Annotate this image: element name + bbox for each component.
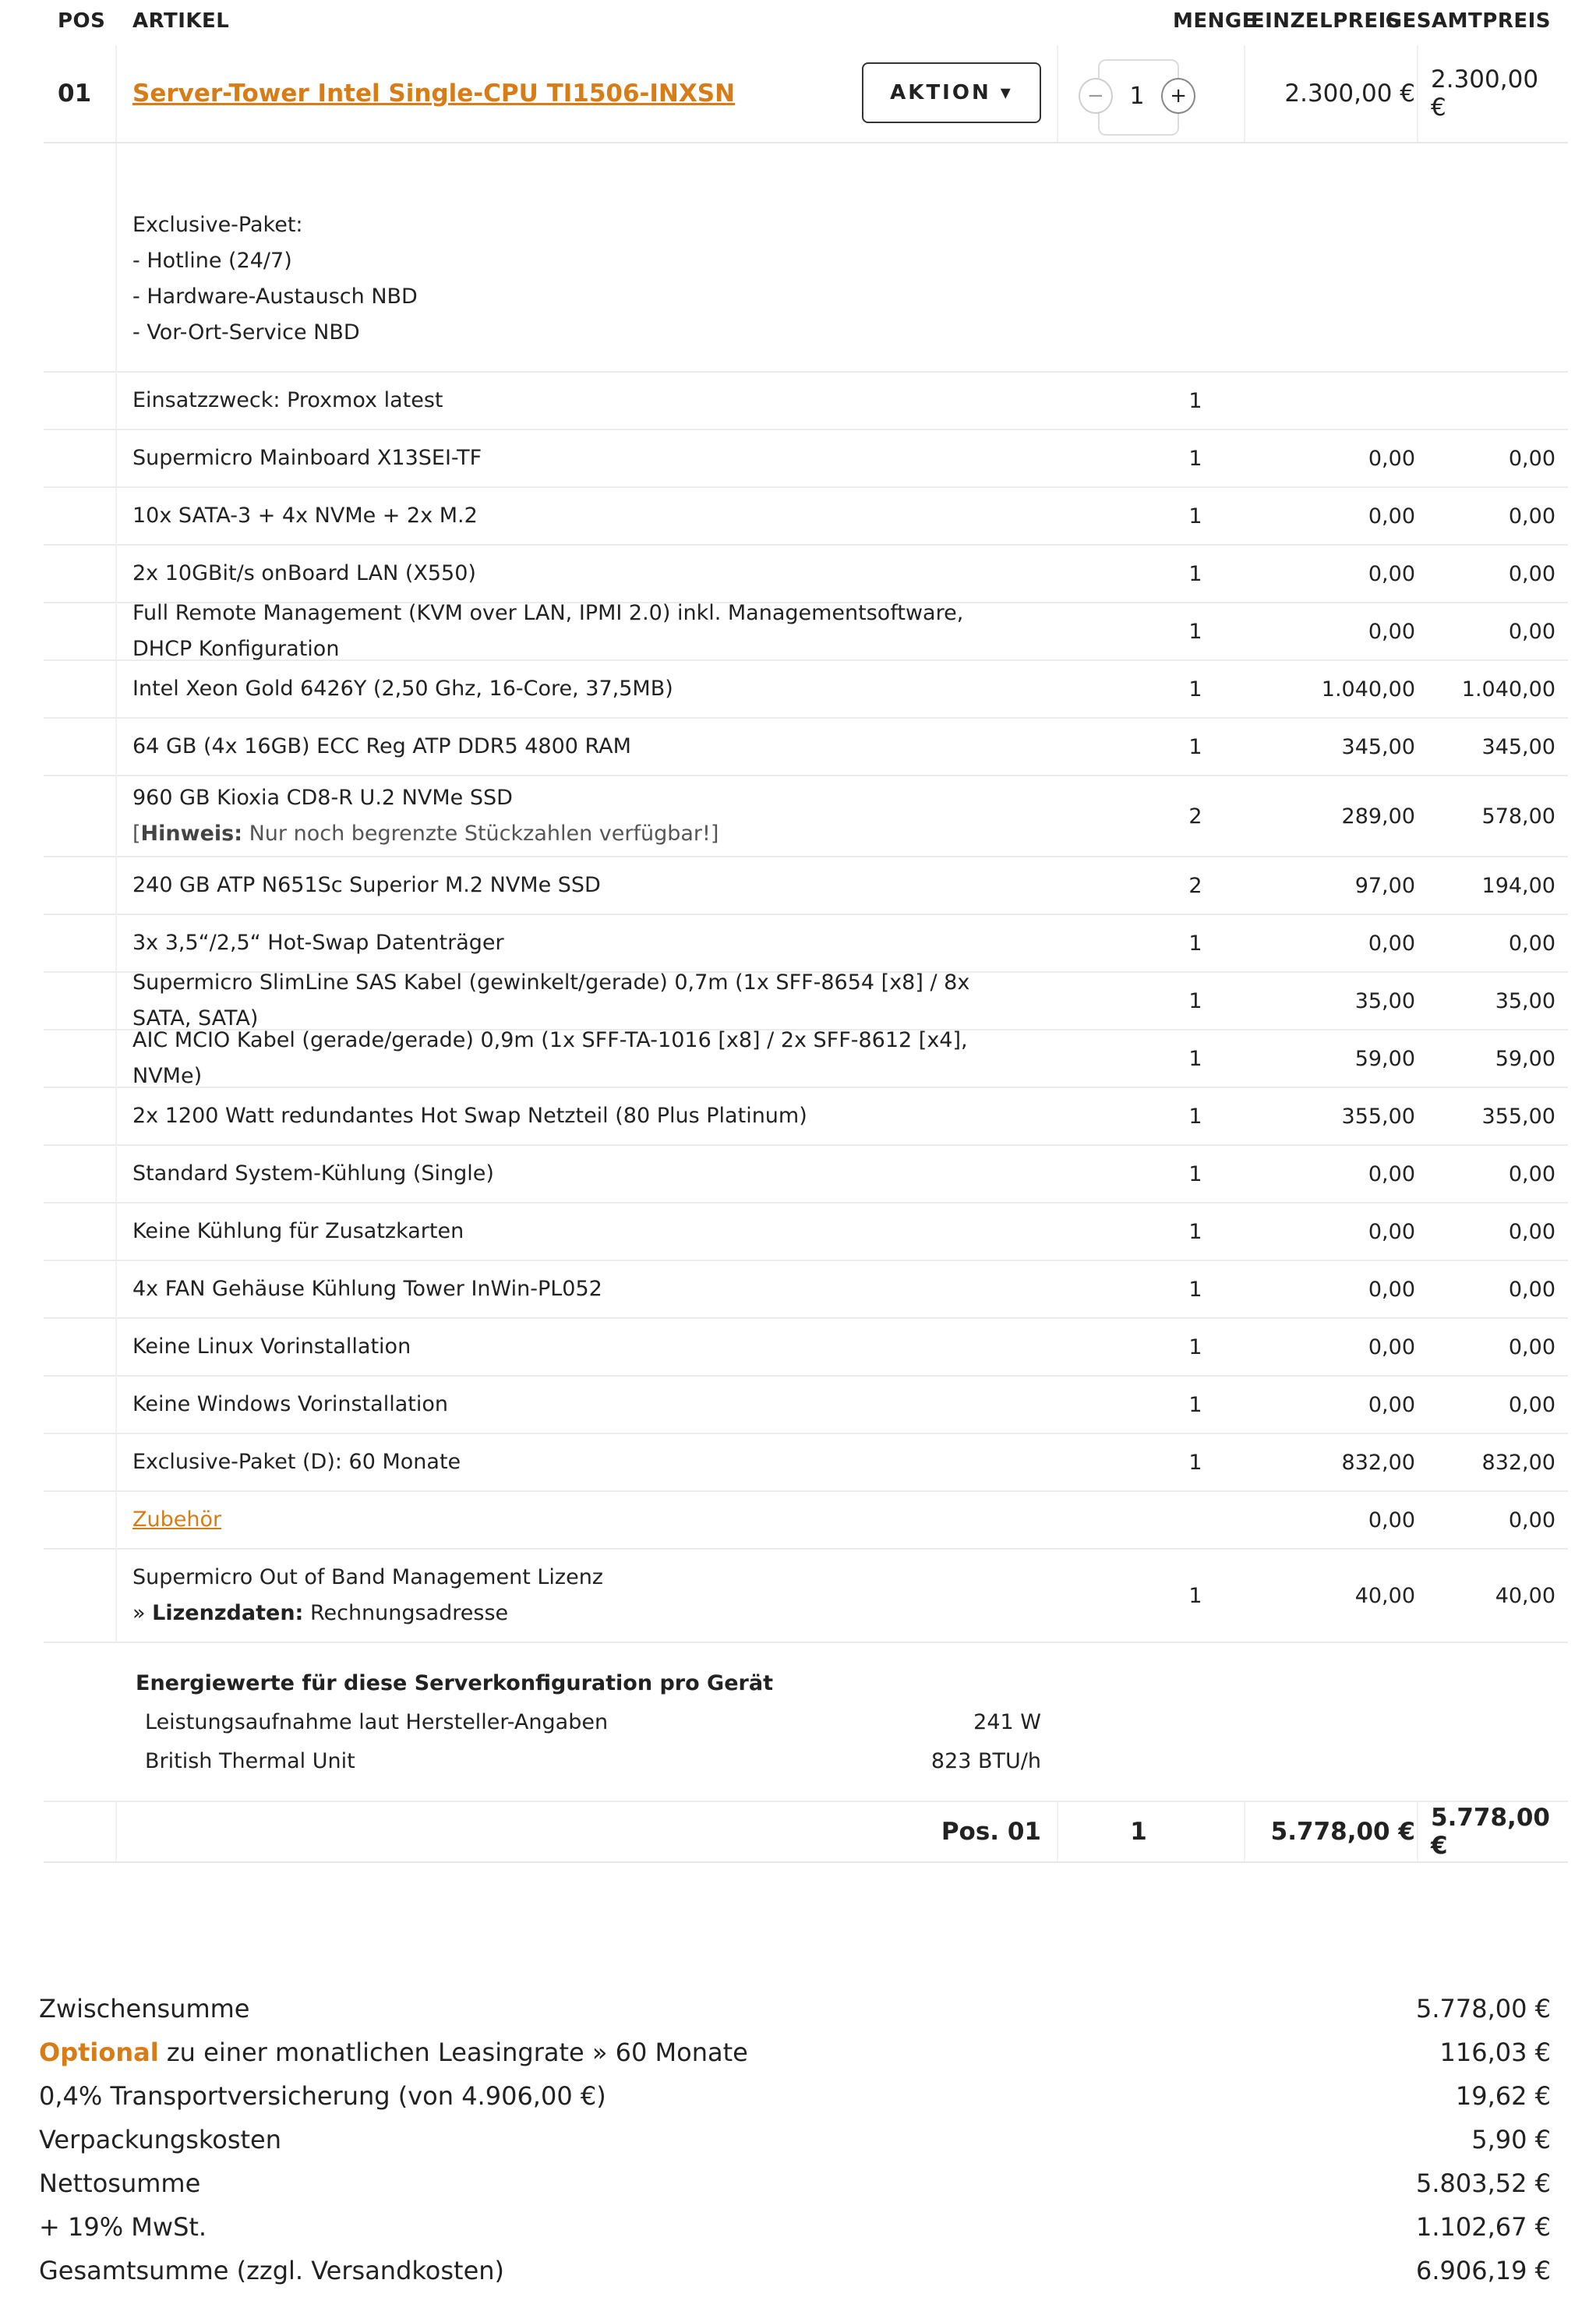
subtotal-label: Zwischensumme (39, 1994, 250, 2024)
config-item-list (44, 373, 1568, 1492)
zubehoer-unit-price: 0,00 (1368, 1507, 1415, 1532)
header-pos: POS (58, 9, 106, 33)
grand-total-row (39, 2248, 1551, 2292)
config-item-name: AIC MCIO Kabel (gerade/gerade) 0,9m (1x SFF-TA-1016 [x8] / 2x SFF-8612 [x4], NVMe) (132, 1028, 968, 1088)
config-item-qty: 1 (1188, 1450, 1202, 1475)
license-row (44, 1550, 1568, 1643)
license-data-value: Rechnungsadresse (309, 1601, 509, 1625)
packaging-label: Verpackungskosten (39, 2125, 282, 2154)
energy-title: Energiewerte für diese Serverkonfiguration pro Gerät (136, 1671, 773, 1695)
config-item-qty: 1 (1188, 388, 1202, 413)
energy-info (44, 1643, 1568, 1802)
product-link[interactable]: Server-Tower Intel Single-CPU TI1506-INXSN (132, 80, 736, 108)
product-pos: 01 (58, 80, 92, 108)
increase-quantity-button[interactable]: + (1161, 78, 1195, 114)
config-item-total-price: 0,00 (1508, 931, 1555, 956)
config-item-total-price: 0,00 (1508, 446, 1555, 471)
config-item-qty: 1 (1188, 504, 1202, 528)
energy-power-value: 241 W (973, 1710, 1041, 1734)
config-item-row (44, 915, 1568, 973)
config-item-name: 240 GB ATP N651Sc Superior M.2 NVMe SSD (132, 873, 601, 897)
config-item-name: Standard System-Kühlung (Single) (132, 1161, 494, 1186)
config-item-qty: 1 (1188, 988, 1202, 1013)
subtotal-value: 5.778,00 € (1415, 1994, 1551, 2024)
net-label: Nettosumme (39, 2168, 201, 2198)
package-line: - Hardware-Austausch NBD (132, 285, 418, 309)
config-item-name: Supermicro Mainboard X13SEI-TF (132, 446, 482, 470)
availability-hint: [Hinweis: Nur noch begrenzte Stückzahlen verfügbar!] (132, 822, 719, 846)
config-item-qty: 1 (1188, 1392, 1202, 1417)
aktion-dropdown-button[interactable]: AKTION ▾ (862, 62, 1041, 123)
cart-table (44, 0, 1568, 1863)
license-data-label: Lizenzdaten: (152, 1601, 304, 1625)
config-item-total-price: 0,00 (1508, 1392, 1555, 1417)
net-value: 5.803,52 € (1415, 2168, 1551, 2198)
config-item-total-price: 345,00 (1481, 734, 1555, 759)
config-item-total-price (1431, 373, 1555, 429)
config-item-qty: 2 (1188, 804, 1202, 829)
config-item-row (44, 488, 1568, 546)
config-item-unit-price: 0,00 (1368, 1161, 1415, 1186)
config-item-title: 960 GB Kioxia CD8-R U.2 NVMe SSD (132, 786, 513, 810)
config-item-total-price: 0,00 (1508, 619, 1555, 644)
config-item-row (44, 1088, 1568, 1146)
leasing-optional-label: Optional (39, 2038, 159, 2067)
energy-power-label: Leistungsaufnahme laut Hersteller-Angaben (145, 1710, 609, 1734)
config-item-unit-price: 0,00 (1368, 1219, 1415, 1244)
package-line: - Hotline (24/7) (132, 249, 292, 273)
config-item-unit-price (1259, 373, 1415, 429)
order-totals (39, 1986, 1551, 2292)
config-item-row (44, 1204, 1568, 1261)
config-item-qty: 1 (1188, 561, 1202, 586)
config-item-row (44, 1377, 1568, 1434)
config-item-name: Keine Linux Vorinstallation (132, 1334, 411, 1359)
config-item-unit-price: 0,00 (1368, 1277, 1415, 1302)
zubehoer-row (44, 1492, 1568, 1550)
config-item-name: Keine Windows Vorinstallation (132, 1392, 448, 1416)
config-item-name: Exclusive-Paket (D): 60 Monate (132, 1450, 461, 1474)
config-item-qty: 1 (1188, 619, 1202, 644)
config-item-name: 3x 3,5“/2,5“ Hot-Swap Datenträger (132, 931, 504, 955)
config-item-unit-price: 1.040,00 (1321, 677, 1415, 702)
subtotal-row (39, 1986, 1551, 2030)
config-item-name: 2x 1200 Watt redundantes Hot Swap Netzteil (80 Plus Platinum) (132, 1104, 807, 1128)
position-sum-row (44, 1802, 1568, 1863)
config-item-total-price: 194,00 (1481, 873, 1555, 898)
config-item-qty: 1 (1188, 446, 1202, 471)
config-item-row (44, 430, 1568, 488)
config-item-qty: 1 (1188, 1334, 1202, 1359)
config-item-unit-price: 59,00 (1354, 1046, 1415, 1071)
vat-row (39, 2204, 1551, 2248)
header-gesamtpreis: GESAMTPREIS (1385, 9, 1551, 33)
config-item-total-price: 0,00 (1508, 561, 1555, 586)
config-item-name: 64 GB (4x 16GB) ECC Reg ATP DDR5 4800 RAM (132, 734, 631, 758)
config-item-name: Keine Kühlung für Zusatzkarten (132, 1219, 464, 1243)
config-item-total-price: 0,00 (1508, 504, 1555, 528)
config-item-unit-price: 832,00 (1341, 1450, 1415, 1475)
config-item-row (44, 719, 1568, 776)
license-qty: 1 (1188, 1583, 1202, 1608)
license-unit-price: 40,00 (1354, 1583, 1415, 1608)
config-item-total-price: 1.040,00 (1461, 677, 1555, 702)
config-item-row (44, 970, 1568, 1030)
leasing-value: 116,03 € (1439, 2038, 1551, 2067)
config-item-total-price: 59,00 (1495, 1046, 1555, 1071)
config-item-name (132, 776, 1021, 856)
config-item-name: Intel Xeon Gold 6426Y (2,50 Ghz, 16-Core, 37,5MB) (132, 677, 673, 701)
config-item-qty: 1 (1188, 1161, 1202, 1186)
quantity-value[interactable]: 1 (1129, 82, 1145, 110)
vat-label: + 19% MwSt. (39, 2212, 207, 2242)
config-item-name: 2x 10GBit/s onBoard LAN (X550) (132, 561, 476, 585)
config-item-unit-price: 0,00 (1368, 1392, 1415, 1417)
config-item-total-price: 0,00 (1508, 1334, 1555, 1359)
config-item-name: 10x SATA-3 + 4x NVMe + 2x M.2 (132, 504, 478, 528)
packaging-row (39, 2117, 1551, 2161)
config-item-unit-price: 355,00 (1341, 1104, 1415, 1129)
license-data-prefix: » (132, 1601, 146, 1625)
quantity-stepper (1079, 73, 1195, 118)
hint-text: Nur noch begrenzte Stückzahlen verfügbar! (249, 822, 711, 846)
energy-btu-label: British Thermal Unit (145, 1749, 355, 1773)
config-item-unit-price: 0,00 (1368, 504, 1415, 528)
config-item-total-price: 0,00 (1508, 1277, 1555, 1302)
config-item-total-price: 0,00 (1508, 1161, 1555, 1186)
insurance-label: 0,4% Transportversicherung (von 4.906,00 €) (39, 2081, 606, 2111)
config-item-row (44, 776, 1568, 857)
config-item-row (44, 1146, 1568, 1204)
config-item-name: Einsatzzweck: Proxmox latest (132, 388, 443, 412)
config-item-row (44, 1319, 1568, 1377)
config-item-qty: 1 (1188, 1104, 1202, 1129)
product-unit-price: 2.300,00 € (1284, 80, 1415, 108)
config-item-qty: 1 (1188, 677, 1202, 702)
position-sum-label: Pos. 01 (941, 1818, 1041, 1846)
product-row (44, 45, 1568, 143)
config-item-row (44, 1434, 1568, 1492)
leasing-row (39, 2030, 1551, 2073)
config-item-name: Supermicro SlimLine SAS Kabel (gewinkelt/gerade) 0,7m (1x SFF-8654 [x8] / 8x SATA, SATA) (132, 970, 970, 1030)
config-item-row (44, 1030, 1568, 1088)
package-row (44, 143, 1568, 373)
config-item-unit-price: 97,00 (1354, 873, 1415, 898)
config-item-row (44, 603, 1568, 661)
config-item-qty: 1 (1188, 931, 1202, 956)
config-item-total-price: 832,00 (1481, 1450, 1555, 1475)
config-item-row (44, 1261, 1568, 1319)
config-item-qty: 1 (1188, 734, 1202, 759)
header-einzelpreis: EINZELPREIS (1250, 9, 1401, 33)
config-item-name: 4x FAN Gehäuse Kühlung Tower InWin-PL052 (132, 1277, 602, 1301)
decrease-quantity-button[interactable]: − (1079, 78, 1113, 114)
config-item-qty: 1 (1188, 1219, 1202, 1244)
config-item-name: Full Remote Management (KVM over LAN, IPMI 2.0) inkl. Managementsoftware, DHCP Konfiguration (132, 601, 964, 661)
config-item-unit-price: 0,00 (1368, 931, 1415, 956)
grand-total-label: Gesamtsumme (zzgl. Versandkosten) (39, 2256, 505, 2285)
config-item-unit-price: 345,00 (1341, 734, 1415, 759)
config-item-unit-price: 0,00 (1368, 561, 1415, 586)
position-sum-unit: 5.778,00 € (1270, 1818, 1415, 1846)
zubehoer-link[interactable]: Zubehör (132, 1507, 222, 1532)
grand-total-value: 6.906,19 € (1415, 2256, 1551, 2285)
config-item-row (44, 373, 1568, 430)
table-header (44, 0, 1568, 45)
insurance-value: 19,62 € (1455, 2081, 1551, 2111)
config-item-total-price: 578,00 (1481, 804, 1555, 829)
package-line: - Vor-Ort-Service NBD (132, 320, 360, 345)
net-row (39, 2161, 1551, 2204)
config-item-qty: 1 (1188, 1046, 1202, 1071)
config-item-total-price: 355,00 (1481, 1104, 1555, 1129)
config-item-qty: 1 (1188, 1277, 1202, 1302)
config-item-unit-price: 35,00 (1354, 988, 1415, 1013)
config-item-unit-price: 0,00 (1368, 1334, 1415, 1359)
config-item-unit-price: 0,00 (1368, 619, 1415, 644)
packaging-value: 5,90 € (1471, 2125, 1551, 2154)
config-item-row (44, 546, 1568, 603)
config-item-unit-price: 289,00 (1341, 804, 1415, 829)
zubehoer-total-price: 0,00 (1508, 1507, 1555, 1532)
license-name: Supermicro Out of Band Management Lizenz (132, 1565, 603, 1589)
header-artikel: ARTIKEL (132, 9, 230, 33)
config-item-total-price: 0,00 (1508, 1219, 1555, 1244)
position-sum-total: 5.778,00 € (1431, 1804, 1550, 1860)
license-total-price: 40,00 (1495, 1583, 1555, 1608)
header-menge: MENGE (1173, 9, 1256, 33)
config-item-total-price: 35,00 (1495, 988, 1555, 1013)
product-total-price: 2.300,00 € (1431, 65, 1539, 122)
hint-label: Hinweis: (140, 822, 242, 846)
license-data (132, 1596, 508, 1631)
config-item-qty: 2 (1188, 873, 1202, 898)
insurance-row (39, 2073, 1551, 2117)
position-sum-qty: 1 (1130, 1818, 1147, 1846)
config-item-row (44, 857, 1568, 915)
config-item-unit-price: 0,00 (1368, 446, 1415, 471)
energy-btu-value: 823 BTU/h (930, 1749, 1041, 1773)
leasing-label: zu einer monatlichen Leasingrate » 60 Monate (166, 2038, 748, 2067)
vat-value: 1.102,67 € (1415, 2212, 1551, 2242)
config-item-row (44, 661, 1568, 719)
package-title: Exclusive-Paket: (132, 213, 303, 237)
